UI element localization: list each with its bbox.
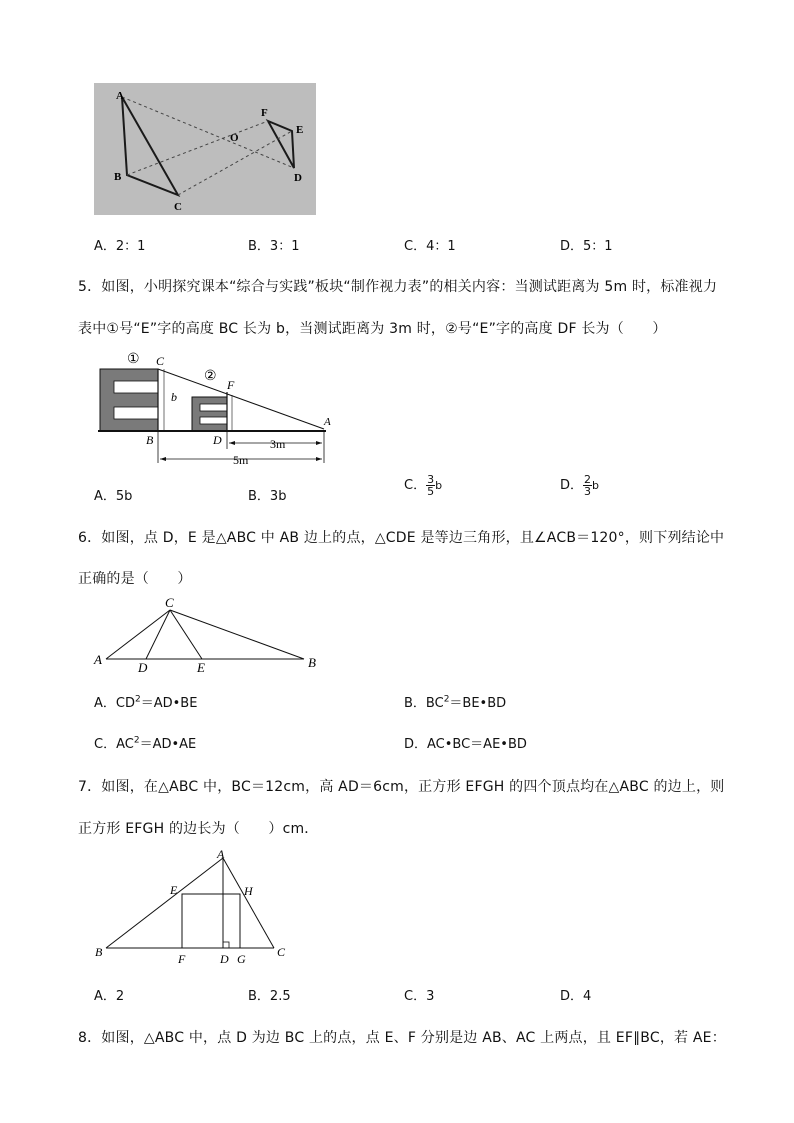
q5-label-3m: 3m	[270, 437, 286, 451]
q8-text-line1: 8．如图，△ABC 中，点 D 为边 BC 上的点，点 E、F 分别是边 AB、AC 上两点，且 EF∥BC，若 AE：	[78, 1030, 726, 1046]
q5-option-c-suffix: b	[435, 479, 443, 492]
q5-label-circle1: ①	[127, 352, 140, 367]
q7-label-g: G	[237, 952, 246, 966]
q6-label-c: C	[165, 595, 174, 610]
q5-option-d-prefix: D．	[560, 478, 584, 493]
q6-label-b: B	[308, 655, 316, 670]
q5-option-d	[560, 474, 599, 497]
q6-option-a-post: ＝AD•BE	[140, 696, 198, 711]
q5-label-circle2: ②	[204, 369, 217, 384]
q5-label-c: C	[156, 354, 165, 368]
q5-option-c-num: 3	[427, 473, 435, 486]
q5-option-d-fraction	[583, 474, 592, 497]
q4-label-f: F	[261, 107, 268, 119]
q5-option-c-den: 5	[427, 485, 435, 498]
q6-option-c-pre: C．AC	[94, 737, 134, 752]
q6-option-a-sup: 2	[134, 694, 141, 705]
q6-label-e: E	[197, 660, 205, 675]
q5-label-d: D	[213, 433, 222, 447]
q7-label-e: E	[170, 883, 178, 897]
q7-text-line2: 正方形 EFGH 的边长为（ ）cm．	[78, 821, 319, 837]
q6-option-d: D．AC•BC＝AE•BD	[404, 737, 527, 752]
q5-text-line2: 表中①号“E”字的高度 BC 长为 b，当测试距离为 3m 时，②号“E”字的高度 DF 长为（ ）	[78, 321, 667, 337]
q4-figure-svg	[94, 83, 316, 215]
q7-figure	[92, 848, 292, 970]
q5-big-e	[100, 369, 158, 431]
q5-small-e	[192, 397, 227, 431]
q4-option-d: D．5：1	[560, 239, 613, 254]
q5-label-a: A	[324, 416, 331, 428]
q7-option-c: C．3	[404, 989, 435, 1004]
q6-option-b	[404, 692, 506, 711]
q5-text-line1: 5．如图，小明探究课本“综合与实践”板块“制作视力表”的相关内容：当测试距离为 5m 时，标准视力	[78, 279, 718, 295]
q4-figure-photo	[94, 83, 316, 215]
q4-label-c: C	[174, 201, 182, 213]
q6-label-a: A	[94, 652, 102, 667]
q6-option-a-pre: A．CD	[94, 696, 135, 711]
q5-option-d-num: 2	[584, 473, 592, 486]
q5-figure	[94, 345, 339, 470]
q7-label-b: B	[95, 945, 103, 959]
q7-label-c: C	[277, 945, 286, 959]
q4-label-b: B	[114, 171, 122, 183]
q5-option-d-den: 3	[584, 485, 592, 498]
q6-option-b-post: ＝BE•BD	[449, 696, 507, 711]
q6-option-b-sup: 2	[443, 694, 450, 705]
q5-label-b: B	[146, 433, 154, 447]
q5-label-f: F	[227, 378, 235, 392]
q6-option-c	[94, 733, 196, 752]
q5-sight-line	[158, 369, 324, 429]
q4-label-e: E	[296, 124, 304, 136]
q7-option-d: D．4	[560, 989, 592, 1004]
q6-option-c-post: ＝AD•AE	[139, 737, 197, 752]
q6-figure	[92, 595, 327, 677]
q5-option-c-fraction	[426, 474, 435, 497]
q4-label-o: O	[230, 132, 239, 144]
q6-label-d: D	[138, 660, 148, 675]
q4-option-a: A．2：1	[94, 239, 146, 254]
q5-label-5m: 5m	[233, 453, 249, 467]
q7-figure-svg	[92, 848, 292, 970]
q4-label-a: A	[116, 90, 124, 102]
q7-option-a: A．2	[94, 989, 125, 1004]
q5-label-b-length: b	[171, 390, 177, 404]
q4-option-c: C．4：1	[404, 239, 456, 254]
q7-label-d: D	[220, 952, 229, 966]
q4-label-d: D	[294, 172, 302, 184]
q5-figure-svg	[94, 345, 339, 470]
q4-option-b: B．3：1	[248, 239, 300, 254]
q6-option-a	[94, 692, 197, 711]
q5-option-c	[404, 474, 442, 497]
q6-text-line1: 6．如图，点 D，E 是△ABC 中 AB 边上的点，△CDE 是等边三角形，且∠ACB＝120°，则下列结论中	[78, 530, 725, 546]
q5-option-a: A．5b	[94, 489, 133, 504]
q5-option-c-prefix: C．	[404, 478, 427, 493]
q5-option-d-suffix: b	[592, 479, 599, 492]
q7-label-h: H	[244, 884, 253, 898]
q7-label-a: A	[217, 848, 225, 861]
q7-label-f: F	[178, 952, 186, 966]
q7-option-b: B．2.5	[248, 989, 291, 1004]
q6-figure-svg	[92, 595, 327, 677]
q5-option-b: B．3b	[248, 489, 287, 504]
q6-option-b-pre: B．BC	[404, 696, 444, 711]
q6-option-c-sup: 2	[133, 735, 140, 746]
q6-text-line2: 正确的是（ ）	[78, 571, 192, 587]
q7-text-line1: 7．如图，在△ABC 中，BC＝12cm，高 AD＝6cm，正方形 EFGH 的四个顶点均在△ABC 的边上，则	[78, 779, 725, 795]
